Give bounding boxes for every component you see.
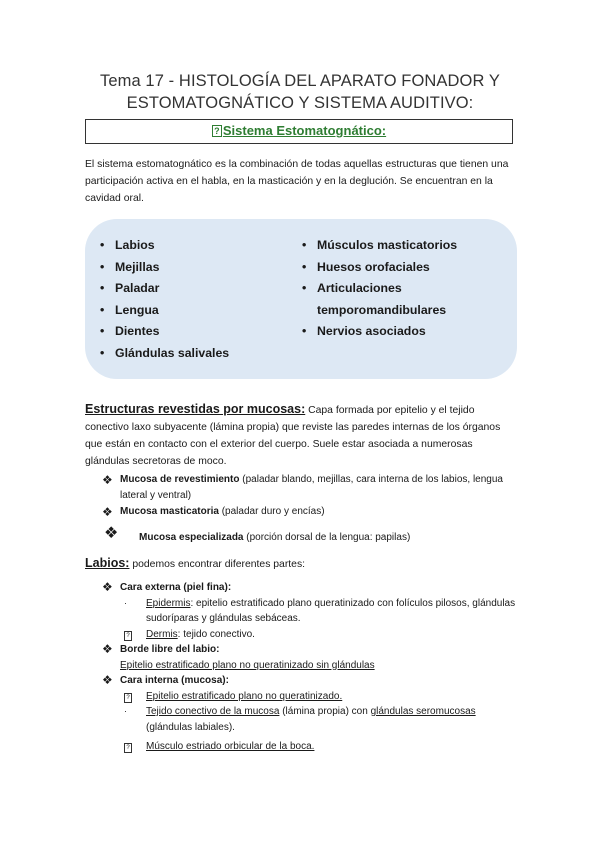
labios-text: podemos encontrar diferentes partes: — [129, 559, 306, 570]
list-item — [102, 673, 517, 689]
mucosa-name: Mucosa especializada — [139, 532, 244, 543]
epidermis-text: : epitelio estratificado plano queratinizado con folículos pilosos, glándulas sudoríparas y glándulas sebáceas. — [146, 597, 516, 624]
list-item — [102, 658, 517, 674]
intro-paragraph: El sistema estomatognático es la combinación de todas aquellas estructuras que tienen una participación activa en el habla, en la masticación y en la deglución. Se encuentran en la cavidad oral. — [85, 159, 509, 204]
list-item — [102, 596, 517, 627]
box-bullet-icon: ? — [124, 693, 132, 703]
components-right-list — [302, 235, 507, 343]
list-item — [102, 580, 517, 596]
borde-text: Epitelio estratificado plano no queratinizado sin glándulas — [120, 659, 375, 671]
borde-label: Borde libre del labio: — [120, 644, 220, 655]
cara-interna-item: (lámina propia) con — [279, 706, 371, 717]
cara-interna-item: Músculo estriado orbicular de la boca. — [146, 741, 315, 752]
diamond-bullet-icon: ❖ — [102, 673, 113, 687]
page-title — [60, 70, 540, 114]
diamond-bullet-icon: ❖ — [102, 642, 113, 656]
list-item — [102, 627, 517, 643]
box-bullet-icon: ? — [124, 631, 132, 641]
list-item: • Nervios asociados — [302, 321, 507, 343]
diamond-bullet-icon: ❖ — [102, 473, 113, 487]
components-left-list — [100, 235, 290, 364]
cara-interna-label: Cara interna (mucosa): — [120, 675, 229, 686]
list-item — [102, 472, 517, 504]
diamond-bullet-icon: ❖ — [102, 505, 113, 519]
dot-bullet-icon: · — [124, 706, 127, 716]
list-item: • Mejillas — [100, 257, 290, 279]
mucosa-name: Mucosa masticatoria — [120, 506, 219, 517]
diamond-bullet-icon: ❖ — [104, 525, 119, 542]
list-item: • Huesos orofaciales — [302, 257, 507, 279]
mucosas-paragraph — [85, 401, 515, 470]
labios-paragraph — [85, 555, 515, 573]
list-item — [102, 525, 517, 546]
list-item — [102, 504, 517, 520]
list-item: • Labios — [100, 235, 290, 257]
list-item: • Lengua — [100, 300, 290, 322]
dermis-label: Dermis — [146, 628, 178, 640]
cara-interna-item: Tejido conectivo de la mucosa — [146, 706, 280, 717]
list-item — [102, 642, 517, 658]
dot-bullet-icon: · — [124, 597, 127, 608]
mucosa-detail: (porción dorsal de la lengua: papilas) — [243, 532, 411, 543]
list-item — [102, 689, 517, 705]
mucosa-detail: (paladar blando, mejillas, cara interna de los labios, lengua lateral y ventral) — [120, 474, 503, 501]
diamond-bullet-icon: ❖ — [102, 580, 113, 594]
mucosas-heading: Estructuras revestidas por mucosas: — [85, 402, 306, 416]
title-line-1: Tema 17 - HISTOLOGÍA DEL APARATO FONADOR Y — [99, 72, 500, 90]
epidermis-label: Epidermis — [146, 597, 191, 609]
cara-interna-item: (glándulas labiales). — [146, 721, 235, 733]
cara-interna-item: glándulas seromucosas — [370, 706, 476, 717]
list-item: • Paladar — [100, 278, 290, 300]
mucosa-name: Mucosa de revestimiento — [120, 474, 240, 485]
section-heading: Sistema Estomatognático: — [222, 123, 387, 138]
list-item — [102, 739, 517, 755]
mucosa-detail: (paladar duro y encías) — [218, 506, 325, 517]
cara-interna-item: Epitelio estratificado plano no queratinizado. — [146, 690, 343, 702]
list-item: • Glándulas salivales — [100, 343, 290, 365]
list-item — [102, 704, 517, 735]
list-item: • Dientes — [100, 321, 290, 343]
section-heading-box — [85, 119, 513, 144]
labios-list — [102, 580, 517, 755]
missing-glyph-icon: ? — [212, 125, 222, 137]
box-bullet-icon: ? — [124, 743, 132, 753]
mucosas-text: Capa formada por epitelio y el tejido conectivo laxo subyacente (lámina propia) que reviste las paredes internas de los órganos que están en contacto con el exterior del cuerpo. Suele estar asociada a numerosas glándulas secretoras de moco. — [85, 405, 501, 467]
labios-heading: Labios: — [85, 556, 130, 570]
list-item: • Músculos masticatorios — [302, 235, 507, 257]
title-line-2: ESTOMATOGNÁTICO Y SISTEMA AUDITIVO: — [126, 94, 474, 112]
mucosas-list — [102, 472, 517, 546]
list-item: • Articulaciones temporomandibulares — [302, 278, 507, 321]
dermis-text: : tejido conectivo. — [177, 628, 255, 640]
cara-externa-label: Cara externa (piel fina): — [120, 582, 232, 593]
